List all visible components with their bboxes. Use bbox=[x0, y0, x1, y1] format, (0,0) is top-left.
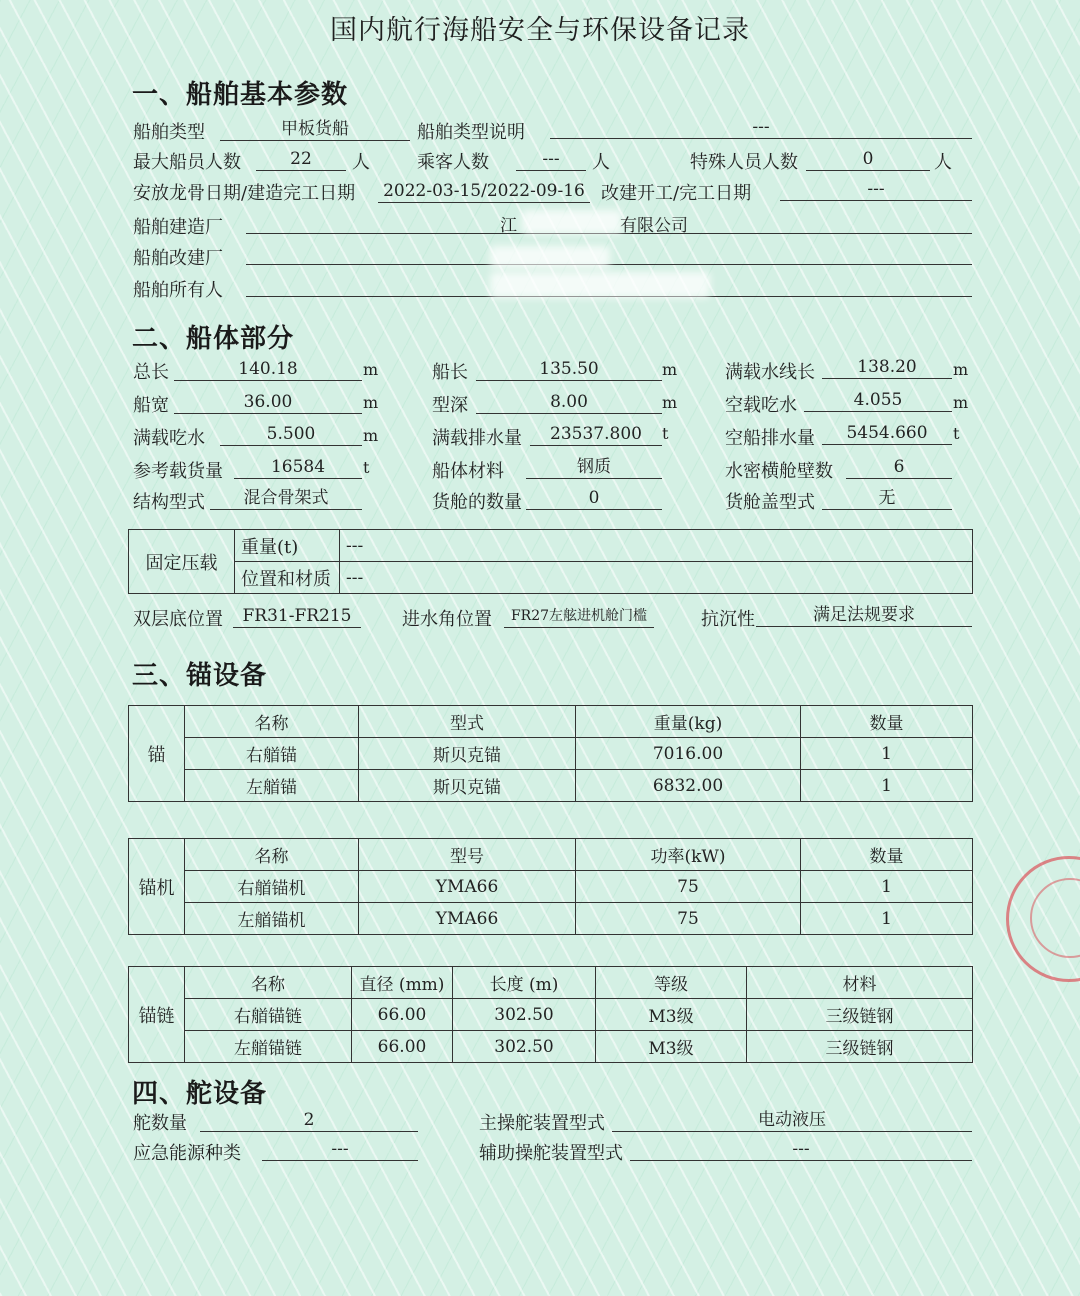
unsinkable-label: 抗沉性 bbox=[701, 609, 755, 630]
special-label: 特殊人员人数 bbox=[690, 152, 798, 173]
full-disp-unit: t bbox=[662, 424, 669, 443]
lbp-unit: m bbox=[662, 360, 678, 379]
full-disp-value: 23537.800 bbox=[530, 423, 662, 446]
rudder-count-value: 2 bbox=[200, 1109, 418, 1132]
lwl-value: 138.20 bbox=[822, 356, 952, 379]
anchor-cell: 斯贝克锚 bbox=[359, 770, 576, 802]
ballast-pos-label: 位置和材质 bbox=[235, 562, 340, 594]
lwl-unit: m bbox=[953, 360, 969, 379]
anchor-cell: 7016.00 bbox=[576, 738, 801, 770]
builder-value-end: 有限公司 bbox=[620, 216, 688, 236]
aux-gear-value: --- bbox=[630, 1138, 972, 1161]
light-draft-unit: m bbox=[953, 393, 969, 412]
max-crew-label: 最大船员人数 bbox=[133, 152, 241, 173]
windlass-cell: 左艏锚机 bbox=[185, 903, 359, 935]
table-row bbox=[129, 770, 973, 802]
lbp-label: 船长 bbox=[432, 362, 468, 383]
anchor-table bbox=[128, 705, 973, 802]
light-draft-label: 空载吃水 bbox=[725, 395, 797, 416]
chain-cell: 302.50 bbox=[453, 1031, 596, 1063]
windlass-header-power: 功率(kW) bbox=[576, 839, 801, 871]
double-bottom-label: 双层底位置 bbox=[133, 609, 223, 630]
breadth-unit: m bbox=[363, 393, 379, 412]
chain-cell: 三级链钢 bbox=[747, 999, 973, 1031]
loa-value: 140.18 bbox=[174, 358, 362, 381]
windlass-header-qty: 数量 bbox=[801, 839, 973, 871]
builder-value-start: 江 bbox=[500, 216, 517, 236]
max-crew-value: 22 bbox=[256, 148, 346, 171]
ship-type-desc-label: 船舶类型说明 bbox=[417, 122, 525, 143]
chain-cell: 302.50 bbox=[453, 999, 596, 1031]
chain-cell: 66.00 bbox=[352, 1031, 453, 1063]
lbp-value: 135.50 bbox=[476, 358, 662, 381]
emergency-value: --- bbox=[262, 1138, 418, 1161]
windlass-table bbox=[128, 838, 973, 935]
aux-gear-label: 辅助操舵装置型式 bbox=[479, 1143, 623, 1164]
table-row bbox=[129, 871, 973, 903]
depth-unit: m bbox=[662, 393, 678, 412]
hatch-value: 无 bbox=[822, 487, 952, 510]
chain-cell: M3级 bbox=[596, 1031, 747, 1063]
bulkheads-value: 6 bbox=[846, 456, 952, 479]
anchor-header-name: 名称 bbox=[185, 706, 359, 738]
chain-cell: 66.00 bbox=[352, 999, 453, 1031]
ref-cargo-value: 16584 bbox=[234, 456, 362, 479]
unsinkable-value: 满足法规要求 bbox=[756, 604, 972, 627]
light-draft-value: 4.055 bbox=[804, 389, 952, 412]
windlass-cell: 75 bbox=[576, 903, 801, 935]
ballast-group-label: 固定压载 bbox=[129, 530, 235, 594]
anchor-header-type: 型式 bbox=[359, 706, 576, 738]
holds-label: 货舱的数量 bbox=[432, 492, 522, 513]
table-row bbox=[129, 903, 973, 935]
anchor-cell: 1 bbox=[801, 770, 973, 802]
material-value: 钢质 bbox=[526, 456, 662, 479]
material-label: 船体材料 bbox=[432, 461, 504, 482]
ref-cargo-label: 参考载货量 bbox=[133, 461, 223, 482]
rebuilder-redaction bbox=[490, 246, 610, 268]
chain-header-material: 材料 bbox=[747, 967, 973, 999]
windlass-cell: 1 bbox=[801, 903, 973, 935]
anchor-cell: 斯贝克锚 bbox=[359, 738, 576, 770]
table-row bbox=[129, 738, 973, 770]
main-gear-value: 电动液压 bbox=[612, 1109, 972, 1132]
passenger-value: --- bbox=[516, 148, 586, 171]
windlass-cell: YMA66 bbox=[359, 903, 576, 935]
keel-date-value: 2022-03-15/2022-09-16 bbox=[378, 180, 590, 203]
chain-header-length: 长度 (m) bbox=[453, 967, 596, 999]
lwl-label: 满载水线长 bbox=[725, 362, 815, 383]
breadth-label: 船宽 bbox=[133, 395, 169, 416]
ballast-weight-label: 重量(t) bbox=[235, 530, 340, 562]
anchor-cell: 右艏锚 bbox=[185, 738, 359, 770]
light-disp-label: 空船排水量 bbox=[725, 428, 815, 449]
anchor-header-qty: 数量 bbox=[801, 706, 973, 738]
rebuild-date-value: --- bbox=[780, 178, 972, 201]
keel-date-label: 安放龙骨日期/建造完工日期 bbox=[133, 183, 356, 204]
builder-redaction bbox=[522, 210, 622, 234]
full-draft-unit: m bbox=[363, 426, 379, 445]
anchor-group-label: 锚 bbox=[129, 706, 185, 802]
windlass-cell: 1 bbox=[801, 871, 973, 903]
ref-cargo-unit: t bbox=[363, 458, 370, 477]
loa-unit: m bbox=[363, 360, 379, 379]
anchor-cell: 6832.00 bbox=[576, 770, 801, 802]
chain-table bbox=[128, 966, 973, 1063]
light-disp-unit: t bbox=[953, 424, 960, 443]
chain-header-grade: 等级 bbox=[596, 967, 747, 999]
table-row bbox=[129, 999, 973, 1031]
chain-cell: 左艏锚链 bbox=[185, 1031, 352, 1063]
emergency-label: 应急能源种类 bbox=[133, 1143, 241, 1164]
section-rudder-title: 四、舵设备 bbox=[132, 1079, 268, 1109]
ballast-weight-value: --- bbox=[340, 530, 973, 562]
structure-label: 结构型式 bbox=[133, 492, 205, 513]
bulkheads-label: 水密横舱壁数 bbox=[725, 461, 833, 482]
owner-label: 船舶所有人 bbox=[133, 280, 223, 301]
chain-group-label: 锚链 bbox=[129, 967, 185, 1063]
light-disp-value: 5454.660 bbox=[822, 422, 952, 445]
full-disp-label: 满载排水量 bbox=[432, 428, 522, 449]
ship-type-label: 船舶类型 bbox=[133, 122, 205, 143]
holds-value: 0 bbox=[526, 487, 662, 510]
section-anchor-title: 三、锚设备 bbox=[132, 661, 268, 691]
chain-cell: M3级 bbox=[596, 999, 747, 1031]
anchor-cell: 1 bbox=[801, 738, 973, 770]
chain-header-diameter: 直径 (mm) bbox=[352, 967, 453, 999]
passenger-unit: 人 bbox=[592, 152, 610, 173]
loa-label: 总长 bbox=[133, 362, 169, 383]
windlass-group-label: 锚机 bbox=[129, 839, 185, 935]
special-value: 0 bbox=[806, 148, 930, 171]
section-hull-title: 二、船体部分 bbox=[132, 324, 295, 354]
hatch-label: 货舱盖型式 bbox=[725, 492, 815, 513]
windlass-header-name: 名称 bbox=[185, 839, 359, 871]
main-gear-label: 主操舵装置型式 bbox=[479, 1113, 605, 1134]
section-basic-title: 一、船舶基本参数 bbox=[132, 80, 349, 110]
ballast-pos-value: --- bbox=[340, 562, 973, 594]
full-draft-label: 满载吃水 bbox=[133, 428, 205, 449]
double-bottom-value: FR31-FR215 bbox=[233, 605, 361, 628]
depth-value: 8.00 bbox=[476, 391, 662, 414]
ship-type-desc-value: --- bbox=[550, 116, 972, 139]
max-crew-unit: 人 bbox=[352, 152, 370, 173]
full-draft-value: 5.500 bbox=[220, 423, 362, 446]
table-row bbox=[129, 1031, 973, 1063]
breadth-value: 36.00 bbox=[174, 391, 362, 414]
builder-label: 船舶建造厂 bbox=[133, 217, 223, 238]
passenger-label: 乘客人数 bbox=[417, 152, 489, 173]
chain-header-name: 名称 bbox=[185, 967, 352, 999]
special-unit: 人 bbox=[934, 152, 952, 173]
windlass-header-model: 型号 bbox=[359, 839, 576, 871]
flood-angle-value: FR27左舷进机舱门槛 bbox=[504, 605, 654, 628]
depth-label: 型深 bbox=[432, 395, 468, 416]
chain-cell: 右艏锚链 bbox=[185, 999, 352, 1031]
windlass-cell: 右艏锚机 bbox=[185, 871, 359, 903]
structure-value: 混合骨架式 bbox=[210, 487, 362, 510]
windlass-cell: YMA66 bbox=[359, 871, 576, 903]
windlass-cell: 75 bbox=[576, 871, 801, 903]
rudder-count-label: 舵数量 bbox=[133, 1113, 187, 1134]
ballast-table bbox=[128, 529, 973, 594]
owner-redaction bbox=[490, 272, 710, 298]
chain-cell: 三级链钢 bbox=[747, 1031, 973, 1063]
anchor-header-weight: 重量(kg) bbox=[576, 706, 801, 738]
rebuilder-label: 船舶改建厂 bbox=[133, 248, 223, 269]
flood-angle-label: 进水角位置 bbox=[402, 609, 492, 630]
rebuild-date-label: 改建开工/完工日期 bbox=[601, 183, 752, 204]
page-title: 国内航行海船安全与环保设备记录 bbox=[330, 15, 750, 46]
anchor-cell: 左艏锚 bbox=[185, 770, 359, 802]
ship-type-value: 甲板货船 bbox=[220, 118, 410, 141]
